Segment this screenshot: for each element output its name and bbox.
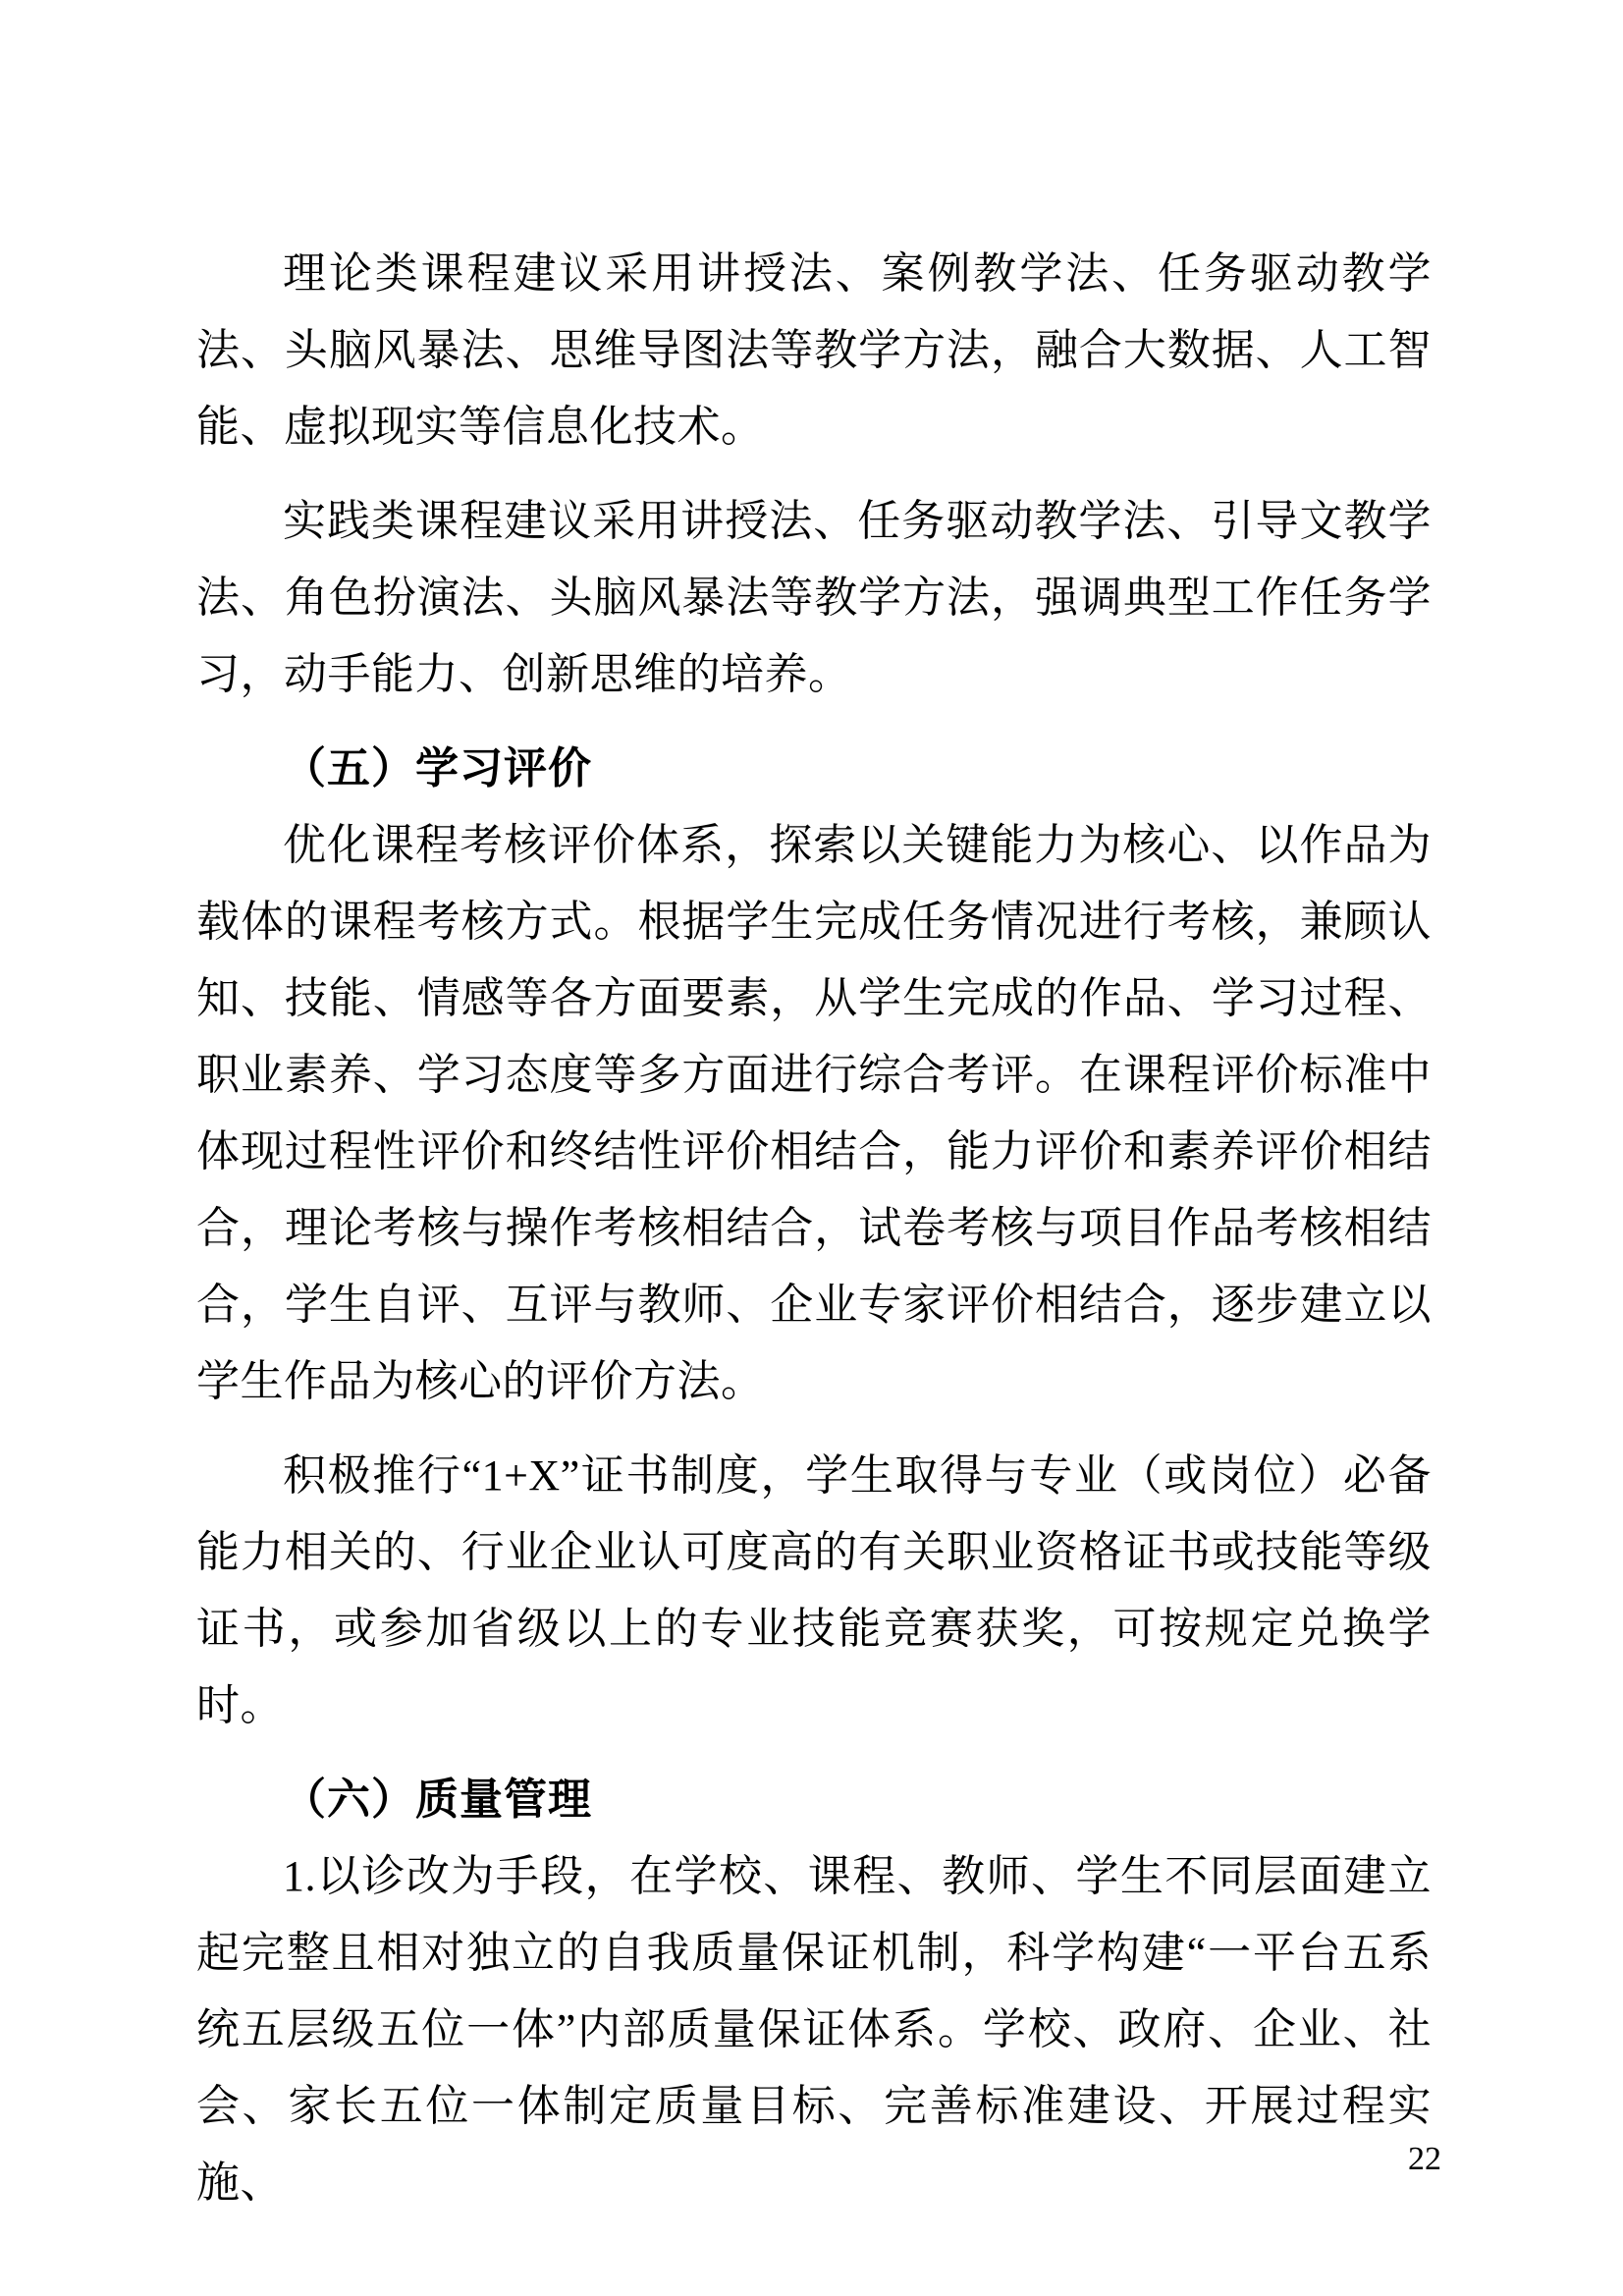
paragraph-theory-course-methods: 理论类课程建议采用讲授法、案例教学法、任务驱动教学法、头脑风暴法、思维导图法等教学方法，融合大数据、人工智能、虚拟现实等信息化技术。 xyxy=(196,249,1432,451)
heading-section-5-learning-evaluation: （五）学习评价 xyxy=(283,744,592,793)
page-content xyxy=(196,236,1432,2239)
heading-section-6-quality-management: （六）质量管理 xyxy=(283,1776,592,1824)
page-number: 22 xyxy=(1408,2141,1441,2177)
paragraph-practice-course-methods: 实践类课程建议采用讲授法、任务驱动教学法、引导文教学法、角色扮演法、头脑风暴法等教学方法，强调典型工作任务学习，动手能力、创新思维的培养。 xyxy=(196,497,1432,698)
paragraph-quality-assurance-mechanism: 1.以诊改为手段，在学校、课程、教师、学生不同层面建立起完整且相对独立的自我质量保证机制，科学构建“一平台五系统五层级五位一体”内部质量保证体系。学校、政府、企业、社会、家长五位一体制定质量目标、完善标准建设、开展过程实施、 xyxy=(196,1852,1432,2207)
paragraph-course-evaluation-system: 优化课程考核评价体系，探索以关键能力为核心、以作品为载体的课程考核方式。根据学生完成任务情况进行考核，兼顾认知、技能、情感等各方面要素，从学生完成的作品、学习过程、职业素养、学习态度等多方面进行综合考评。在课程评价标准中体现过程性评价和终结性评价相结合，能力评价和素养评价相结合，理论考核与操作考核相结合，试卷考核与项目作品考核相结合，学生自评、互评与教师、企业专家评价相结合，逐步建立以学生作品为核心的评价方法。 xyxy=(196,821,1432,1405)
paragraph-1x-certificate-system: 积极推行“1+X”证书制度，学生取得与专业（或岗位）必备能力相关的、行业企业认可度高的有关职业资格证书或技能等级证书，或参加省级以上的专业技能竞赛获奖，可按规定兑换学时。 xyxy=(196,1451,1432,1729)
